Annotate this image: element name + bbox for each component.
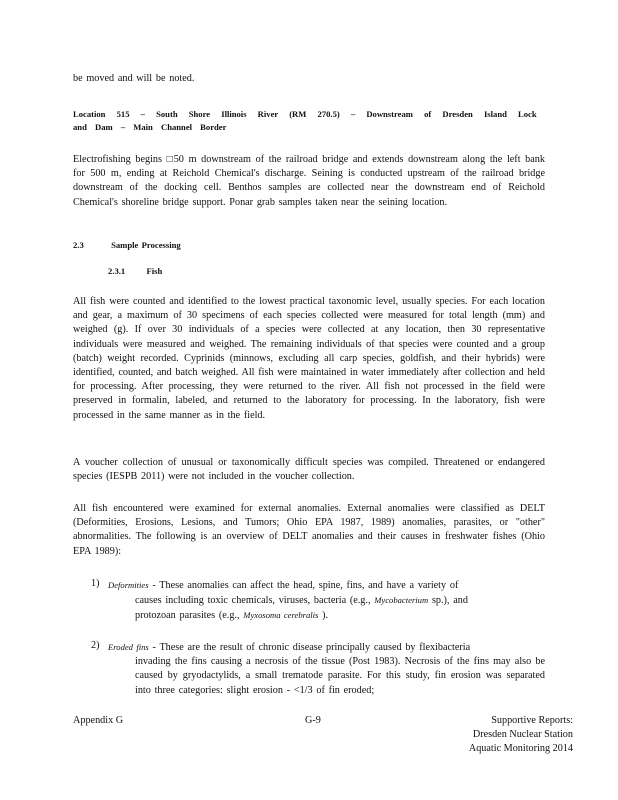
list-line: ).	[322, 610, 329, 622]
location-heading	[73, 108, 545, 134]
page-number: G-9	[305, 715, 321, 726]
footer-right-line: Supportive Reports:	[491, 715, 573, 726]
location-heading-line1: Location 515 – South Shore Illinois River (RM 270.5) – Downstream of Dresden Island Lock	[73, 109, 537, 119]
footer-right-line: Dresden Nuclear Station	[472, 729, 573, 740]
section-title: Sample Processing	[111, 240, 181, 250]
list-continuation: invading the fins causing a necrosis of the tissue (Post 1983). Necrosis of the fins may also be caused by gryodactylids, a small trematode parasite. For this study, fin erosion was separated into three categories: slight erosion - <1/3 of fin eroded;	[135, 656, 545, 696]
subsection-heading	[108, 264, 545, 278]
list-term: Eroded fins	[108, 642, 149, 652]
list-item-body	[108, 578, 545, 624]
list-term: Deformities	[108, 580, 149, 590]
location-heading-line2: and Dam – Main Channel Border	[73, 122, 227, 132]
subsection-number: 2.3.1	[108, 266, 126, 276]
continued-text: be moved and will be noted.	[73, 73, 195, 84]
voucher-paragraph: A voucher collection of unusual or taxonomically difficult species was compiled. Threatened or endangered species (IESPB 2011) were not included in the voucher collection.	[73, 457, 545, 483]
location-paragraph: Electrofishing begins □50 m downstream of the railroad bridge and extends downstream along the left bank for 500 m, ending at Reichold Chemical's discharge. Seining is conducted upstream of the railroad bridge downstream of the docking cell. Benthos samples are collected near the downstream end of Reichold Chemical's shoreline bridge support. Ponar grab samples taken near the seining location.	[73, 154, 545, 208]
fish-processing-paragraph: All fish were counted and identified to the lowest practical taxonomic level, usually species. For each location and gear, a maximum of 30 specimens of each species collected were measured for total length (mm) and weighed (g). If over 30 individuals of a species were collected at any location, then 30 representative individuals were measured and weighed. The remaining individuals of that species were counted and a group (batch) weight recorded. Cyprinids (minnows, excluding all carp species, goldfish, and their hybrids) were identified, counted, and batch weighed. All fish were maintained in water immediately after collection and held for processing. After processing, they were returned to the river. All fish not processed in the field were preserved in formalin, labeled, and returned to the laboratory for processing. In the laboratory, fish were processed in the same manner as in the field.	[73, 296, 545, 421]
list-italic: Mycobacterium	[374, 595, 429, 606]
list-number: 1)	[91, 578, 100, 589]
list-line: - These anomalies can affect the head, spine, fins, and have a variety of	[152, 580, 459, 591]
footer-left: Appendix G	[73, 715, 124, 726]
section-heading	[73, 238, 545, 252]
list-line: causes including toxic chemicals, viruses, bacteria (e.g.,	[135, 595, 371, 607]
list-line: - These are the result of chronic disease principally caused by flexibacteria	[152, 642, 471, 653]
list-line: sp.), and	[431, 595, 468, 607]
footer-right-line: Aquatic Monitoring 2014	[468, 743, 573, 754]
list-line: protozoan parasites (e.g.,	[135, 610, 240, 622]
footer-right	[469, 714, 573, 756]
list-item-body	[108, 640, 545, 698]
subsection-title: Fish	[146, 266, 163, 276]
section-number: 2.3	[73, 240, 84, 250]
list-number: 2)	[91, 640, 100, 651]
anomalies-paragraph: All fish encountered were examined for external anomalies. External anomalies were classified as DELT (Deformities, Erosions, Lesions, and Tumors; Ohio EPA 1987, 1989) anomalies, parasites, or "other" abnormalities. The following is an overview of DELT anomalies and their causes in freshwater fishes (Ohio EPA 1989):	[73, 503, 545, 557]
list-italic: Myxosoma cerebralis	[243, 610, 319, 621]
